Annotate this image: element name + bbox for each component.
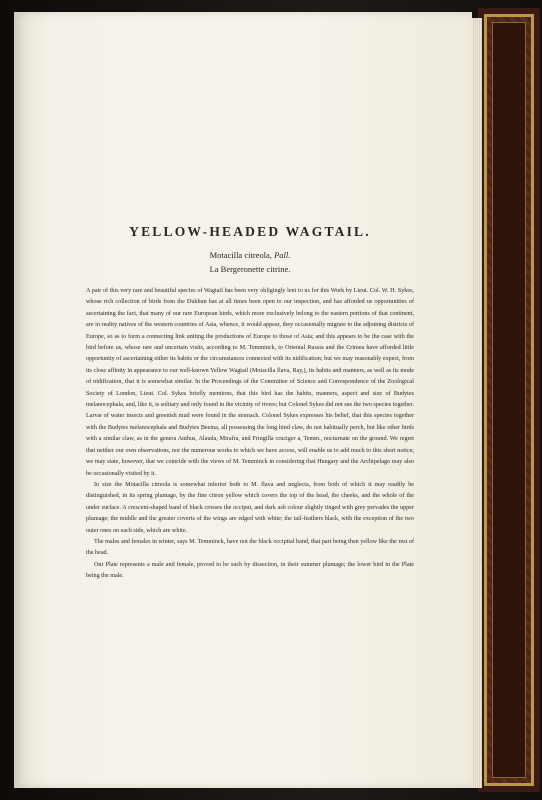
book-page: [14, 12, 472, 788]
paragraph-4: Our Plate represents a male and female, proved to be such by dissection, in their summer plumage; the lower bird in the Plate being the male.: [86, 561, 414, 580]
latin-name: [86, 250, 414, 260]
latin-species: Motacilla citreola,: [209, 250, 272, 260]
page-title: YELLOW-HEADED WAGTAIL.: [129, 224, 371, 239]
latin-authority: Pall.: [274, 250, 291, 260]
french-name: La Bergeronette citrine.: [209, 264, 291, 274]
text-block: [86, 224, 414, 583]
paragraph-2: In size the Motacilla citreola is somewhat inferior both to M. flava and neglecta, from both of which it may readily be distinguished, in its spring plumage, by the fine citron yellow which covers the top of the head, the cheeks, and the whole of the under surface. A crescent-shaped band of black crosses the occiput, and dark ash colour slightly tinged with grey pervades the upper plumage; the middle and the greater coverts of the wings are edged with white; the tail-feathers black, with the exception of the two outer ones on each side, which are white.: [86, 481, 414, 534]
cover-panel: [492, 22, 526, 778]
body-text: [86, 286, 414, 583]
paragraph-1: A pair of this very rare and beautiful species of Wagtail has been very obligingly lent to us for this Work by Lieut. Col. W. H. Sykes, whose rich collection of birds from the Dukhun has at all times been open to our inspection, and has afforded us opportunities of ascertaining the fact, that many of our rare European birds, which more exclusively belong to the eastern portions of that continent, are in reality natives of the western countries of Asia, whence, it would appear, they occasionally migrate to the adjoining districts of Europe, so as to form a connecting link uniting the productions of Europe to those of Asia; and this appears to be the case with the bird before us, whose rare and uncertain visits, according to M. Temminck, to Oriental Russia and the Crimea have afforded little opportunity of ascertaining either its habits or the circumstances connected with its nidification; but we may reasonably expect, from its close affinity in appearance to our well-known Yellow Wagtail (Motacilla flava, Ray,), its habits and manners, as well as its mode of nidification, that it is somewhat similar. In the Proceedings of the Committee of Science and Correspondence of the Zoological Society of London, Lieut. Col. Sykes briefly mentions, that this bird has the habits, manners, aspect and size of Budytes melanocephala, and, like it, is solitary and only found in the vicinity of rivers; but Colonel Sykes did not see the two species together. Larvæ of water insects and greenish mud were found in the stomach. Colonel Sykes expresses his belief, that this species together with the Budytes melanocephala and Budytes Beema, all possessing the long hind claw, do not habitually perch, but like other birds with a similar claw, as in the genera Anthus, Alauda, Mirafra, and Fringilla cruciger a, Temm., nocturnate on the ground. We regret that neither our own observations, nor the numerous works to which we have access, will enable us to add much to this short notice; we may state, however, that we coincide with the views of M. Temminck in considering that Hungary and the Archipelago may also be occasionally visited by it.: [86, 288, 414, 477]
paragraph-3: The males and females in winter, says M. Temminck, have not the black occipital band, that part being then yellow like the rest of the head.: [86, 538, 414, 557]
